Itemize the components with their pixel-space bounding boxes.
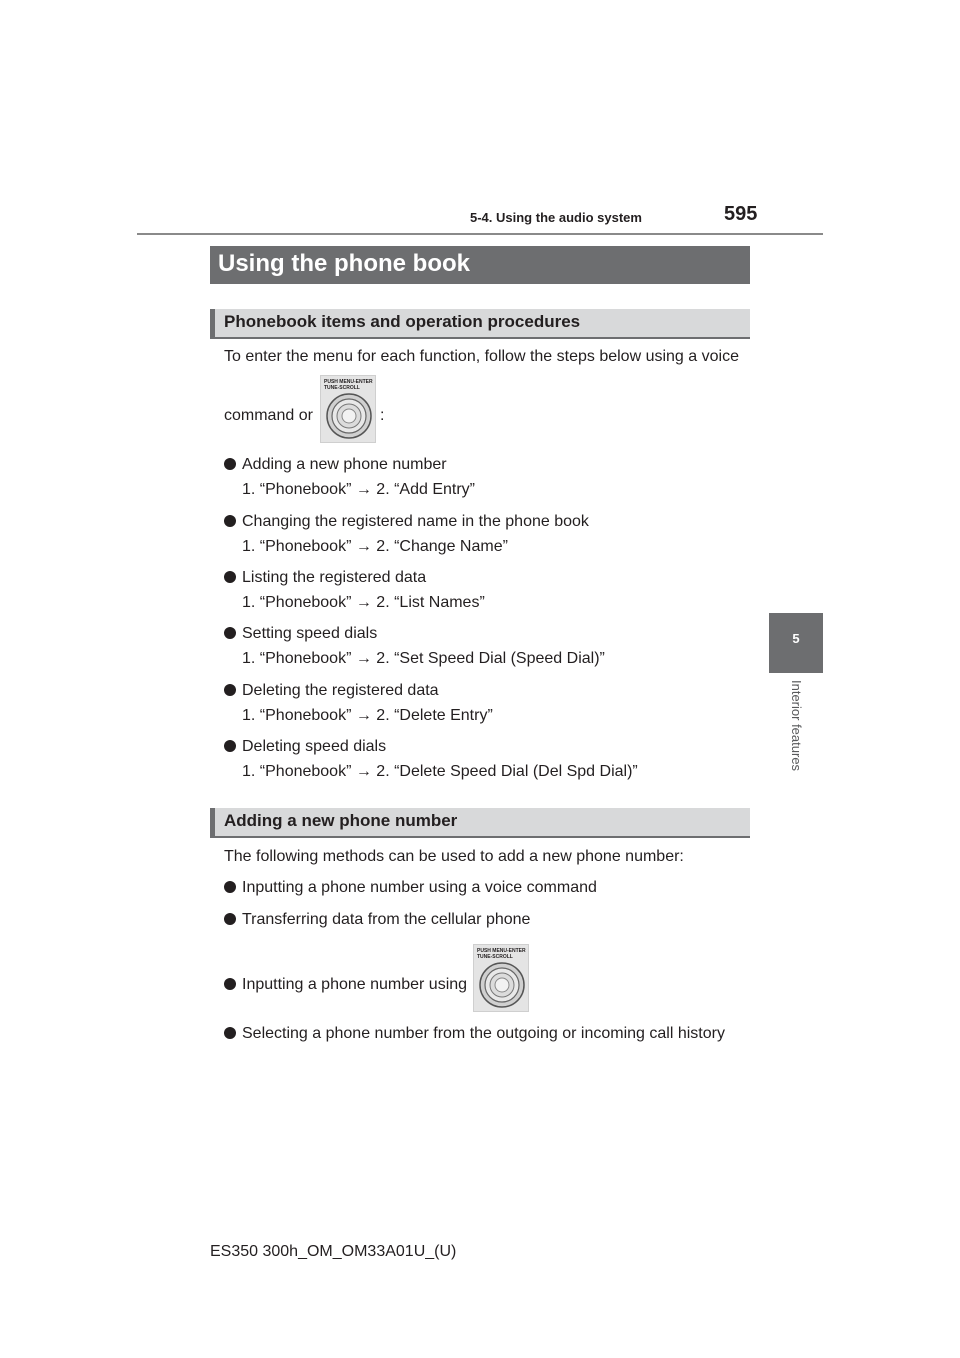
chapter-label-text: Interior features: [789, 680, 804, 772]
list-item-steps: 1. “Phonebook” → 2. “Delete Entry”: [242, 707, 493, 724]
menu-enter-knob-icon: [473, 944, 529, 1012]
list-item-title: Changing the registered name in the phone book: [242, 513, 589, 530]
bullet-icon: [224, 571, 236, 583]
section-heading-adding-number: [210, 808, 750, 838]
knob-label: PUSH MENU-ENTER: [477, 948, 526, 954]
list-item: [224, 736, 386, 758]
bullet-icon: [224, 458, 236, 470]
knob-label: PUSH MENU-ENTER: [324, 379, 373, 385]
bullet-icon: [224, 684, 236, 696]
running-header-section: 5-4. Using the audio system: [470, 210, 642, 225]
section-heading-phonebook-items: [210, 309, 750, 339]
list-item-steps: 1. “Phonebook” → 2. “Delete Speed Dial (Del Spd Dial)”: [242, 763, 638, 780]
list-item-title: Deleting the registered data: [242, 682, 439, 699]
header-rule: [137, 233, 823, 235]
list-item: [224, 680, 439, 702]
list-item: [224, 567, 426, 589]
list-item-title: Selecting a phone number from the outgoing or incoming call history: [242, 1025, 725, 1042]
list-item: [224, 1023, 725, 1045]
list-item: [224, 623, 377, 645]
list-item-title: Adding a new phone number: [242, 456, 447, 473]
list-item-title: Setting speed dials: [242, 625, 378, 642]
section-heading-text: Adding a new phone number: [224, 811, 458, 830]
list-item-title: Inputting a phone number using a voice command: [242, 879, 597, 896]
list-item: [224, 974, 467, 996]
list-item: [224, 454, 447, 476]
page-number: 595: [724, 203, 758, 225]
bullet-icon: [224, 740, 236, 752]
menu-enter-knob-icon: [320, 375, 376, 443]
list-item-steps: 1. “Phonebook” → 2. “Set Speed Dial (Speed Dial)”: [242, 650, 605, 667]
list-item-title: Listing the registered data: [242, 569, 427, 586]
bullet-icon: [224, 881, 236, 893]
bullet-icon: [224, 515, 236, 527]
intro-text-command-or: command or: [224, 407, 313, 424]
section2-intro: The following methods can be used to add a new phone number:: [224, 848, 684, 865]
section-heading-text: Phonebook items and operation procedures: [224, 312, 581, 331]
page-title-bar: [210, 246, 750, 284]
list-item-steps: 1. “Phonebook” → 2. “List Names”: [242, 594, 485, 611]
knob-dial-icon: [325, 392, 373, 440]
knob-dial-icon: [478, 961, 526, 1009]
bullet-icon: [224, 913, 236, 925]
list-item-title: Transferring data from the cellular phone: [242, 911, 531, 928]
list-item: [224, 909, 530, 931]
intro-colon: :: [380, 407, 385, 424]
bullet-icon: [224, 978, 236, 990]
document-code-footer: ES350 300h_OM_OM33A01U_(U): [210, 1243, 457, 1260]
bullet-icon: [224, 1027, 236, 1039]
intro-text: To enter the menu for each function, follow the steps below using a voice: [224, 348, 739, 365]
list-item: [224, 877, 597, 899]
list-item: [224, 511, 589, 533]
list-item-steps: 1. “Phonebook” → 2. “Change Name”: [242, 538, 508, 555]
list-item-title: Inputting a phone number using: [242, 976, 468, 993]
knob-label: TUNE-SCROLL: [477, 954, 513, 960]
page-title: Using the phone book: [218, 250, 470, 277]
bullet-icon: [224, 627, 236, 639]
list-item-steps: 1. “Phonebook” → 2. “Add Entry”: [242, 481, 475, 498]
knob-label: TUNE-SCROLL: [324, 385, 360, 391]
list-item-title: Deleting speed dials: [242, 738, 387, 755]
chapter-tab: 5: [769, 613, 823, 673]
chapter-label: [766, 680, 826, 790]
